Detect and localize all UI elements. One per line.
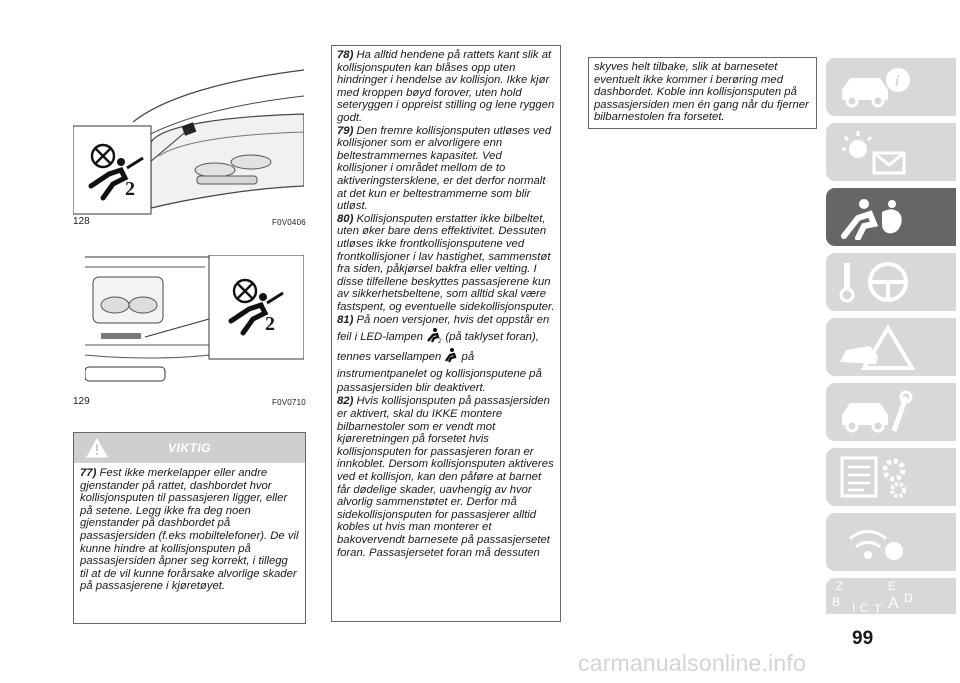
index-letter: Z (836, 580, 844, 593)
note-paragraph (337, 395, 555, 559)
tab-car-info[interactable] (826, 58, 956, 116)
figure-number: 128 (73, 216, 90, 227)
multimedia-icon (836, 519, 916, 565)
note-paragraph (337, 49, 555, 125)
tab-safety[interactable] (826, 188, 956, 246)
warning-title: VIKTIG (167, 441, 211, 455)
note-number: 77) (80, 467, 97, 479)
note-text: Hvis kollisjonsputen på passasjersiden er aktivert, skal du IKKE montere bilbarnestoler som er vendt mot kjøreretningen på forsetet hvis kollisjonsputen for passasjeren foran er innkoblet. Dersom kollisjonsputen aktiveres ved et kollisjon, kan den påføre at barnet får dødelige skader, uavhengig av hvor alvorlig sammenstøtet er. Derfor må sidekollisjonsputen for passasjerer alltid kobles ut hvis man monterer et bakovervendt barnesete på passasjersetet foran. Passasjersetet foran må dessuten (337, 395, 554, 559)
note-paragraph: skyves helt tilbake, slik at barnesetet eventuelt ikke kommer i berøring med dashbordet. Koble inn kollisjonsputen på passasjersiden men én gang når du fjerner bilbarnestolen fra forsetet. (594, 61, 809, 124)
note-text: Kollisjonsputen erstatter ikke bilbeltet, uten øker bare dens effektivitet. Dessuten utløses ikke frontkollisjonsputene ved frontkollisjoner i lav hastighet, sammenstøt fra siden, påkjørsel bakfra eller velting. I disse tilfellene beskyttes passasjerene kun av sikkerhetsbeltene, som alltid skal være fastspent, og eventuelle sidekollisjonsputer. (337, 212, 555, 313)
emergency-triangle-car-icon (836, 324, 916, 370)
warning-paragraph (80, 467, 299, 593)
note-text: Fest ikke merkelapper eller andre gjenstander på rattet, dashbordet hvor kollisjonsputen til passasjeren ligger, eller på setene. Legg ikke fra deg noen gjenstander på dashbordet på passasjersiden (f.eks mobiltelefoner). De vil kunne hindre at kollisjonsputen på passasjersiden åpner seg korrekt, i tillegg til at de vil kunne forårsake alvorlige skader på passasjerene i kjøretøyet. (80, 467, 299, 593)
note-paragraph (337, 313, 555, 395)
tab-warning-lights[interactable] (826, 123, 956, 181)
car-wrench-icon (836, 389, 916, 435)
tab-technical-data[interactable] (826, 448, 956, 506)
tab-multimedia[interactable] (826, 513, 956, 571)
warning-body (74, 463, 305, 593)
index-letter: A (888, 595, 899, 612)
svg-text:i: i (895, 73, 900, 90)
figure-129 (85, 255, 304, 391)
index-letter: D (904, 591, 913, 605)
car-info-icon (836, 64, 916, 110)
index-letter: B (832, 595, 841, 609)
note-text: Ha alltid hendene på rattets kant slik at kollisjonsputen kan blåses opp uten hindringer i hendelse av kollisjon. Ikke kjør med kroppen bøyd forover, uten hold seteryggen i oppreist stilling og lene ryggen godt. (337, 49, 555, 124)
index-letter: T (874, 602, 882, 614)
index-letter: I (852, 601, 856, 614)
note-number: 79) (337, 124, 354, 137)
overhead-console-illustration (73, 58, 304, 216)
seatbelt-airbag-icon (836, 194, 916, 240)
warning-lights-message-icon (836, 129, 916, 175)
airbag-warning-light-icon (444, 347, 458, 367)
tab-maintenance[interactable] (826, 383, 956, 441)
notes-column-2 (331, 45, 561, 622)
note-paragraph (337, 213, 555, 314)
svg-text:2: 2 (438, 339, 442, 344)
index-letter: E (888, 580, 897, 593)
note-number: 78) (337, 49, 354, 61)
figure-number: 129 (73, 396, 90, 407)
figure-callout: 2 (125, 178, 135, 200)
notes-column-3 (588, 57, 817, 129)
tab-starting-driving[interactable] (826, 253, 956, 311)
figure-callout: 2 (265, 313, 275, 335)
airbag-led-icon (426, 327, 442, 347)
note-text: På noen versjoner, hvis det oppstår en feil i LED-lampen (337, 314, 550, 344)
technical-data-gear-icon (836, 454, 916, 500)
key-steering-wheel-icon (836, 259, 916, 305)
note-text: Den fremre kollisjonsputen utløses ved kollisjoner som er alvorligere enn beltestrammernes kapasitet. Ved kollisjoner i området mellom de to aktiveringstersklene, er det derfor normalt at det kun er beltestrammerne som blir utløst. (337, 124, 552, 213)
note-paragraph (337, 125, 555, 213)
warning-header (74, 433, 305, 463)
note-text: på instrumentpanelet og kollisjonsputene på passasjersiden blir deaktivert. (337, 351, 542, 395)
note-number: 80) (337, 212, 354, 225)
watermark: carmanualsonline.info (578, 650, 806, 676)
tab-index[interactable] (826, 578, 956, 614)
note-number: 82) (337, 395, 354, 408)
index-letter: C (860, 601, 869, 614)
figure-code: F0V0406 (272, 218, 306, 227)
alphabetical-index-icon (832, 580, 932, 614)
page-number: 99 (852, 628, 874, 649)
warning-box (73, 432, 306, 624)
figure-128 (73, 58, 304, 216)
figure-code: F0V0710 (272, 398, 306, 407)
note-text: (på taklyset foran), tennes varsellampen (337, 331, 539, 364)
note-number: 81) (337, 314, 354, 327)
tab-emergency[interactable] (826, 318, 956, 376)
